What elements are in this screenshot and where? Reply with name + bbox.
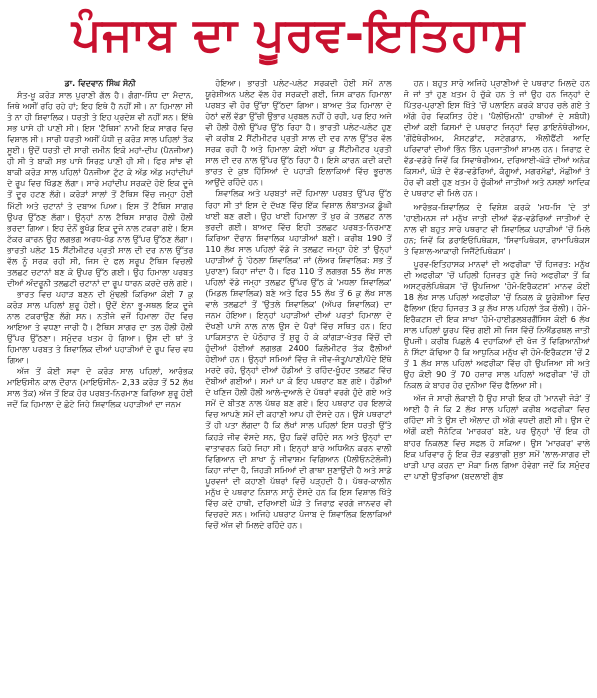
article-columns [7, 78, 590, 692]
paragraph: ਸੰਤ-ਖੂ ਕਰੋੜ ਸਾਲ ਪੁਰਾਣੀ ਗੱਲ ਹੈ। ਗੰਗਾ-ਸਿੰਧ ਦਾ ਮੈਦਾਨ, ਜਿਥੇ ਅਸੀਂ ਰਹਿ ਰਹੇ ਹਾਂ; ਇਹ ਇਥੇ ਹੈ ਨਹੀਂ ਸੀ। ਨਾ ਹਿਮਾਲਾ ਸੀ ਤੇ ਨਾ ਹੀ ਸ਼ਿਵਾਲਿਕ। ਧਰਤੀ ਤੇ ਇਹ ਪ੍ਰਦੇਸ਼ ਵੀ ਨਹੀਂ ਸਨ। ਇੱਥੇ ਸਭ ਪਾਸੇ ਹੀ ਪਾਣੀ ਸੀ। ਇਸ 'ਟੈਥਿਸ' ਨਾਮੀ ਇਕ ਸਾਗਰ ਵਿਚ ਵਿਸ਼ਾਲ ਸੀ। ਸਾਰੀ ਧਰਤੀ ਅਸੀਂ ਪੰਧੀ ਜੁ ਕਰੋੜ ਸਾਲ ਪਹਿਲਾਂ ਤੱਕ ਸੂਈ। ਉਦੋਂ ਧਰਤੀ ਦੀ ਸਾਰੀ ਜ਼ਮੀਨ ਇਕੋ ਮਹਾਂ-ਦੀਪ (ਪੈਨਜੀਆ) ਹੀ ਸੀ ਤੇ ਬਾਕੀ ਸਭ ਪਾਸੇ ਸਿਰਫ਼ ਪਾਣੀ ਹੀ ਸੀ। ਫਿਰ ਸਾਂਝ ਵੀ ਬਾਕੀ ਕਰੋੜ ਸਾਲ ਪਹਿਲਾਂ ਪੈਨਜੀਆ ਟੁੱਟ ਕੇ ਅੱਡ ਅੱਡ ਮਹਾਂਦੀਪਾਂ ਦੇ ਰੂਪ ਵਿਚ ਖਿੰਡਣ ਲੱਗਾ। ਸਾਰੇ ਮਹਾਂਦੀਪ ਸਰਕਦੇ ਹੋਏ ਇਕ ਦੂਜੇ ਤੋਂ ਦੂਰ ਹਟਣ ਲੱਗੇ। ਕਰੋੜਾਂ ਸਾਲਾਂ ਤੋਂ ਟੈਥਿਸ ਵਿੱਚ ਜਮ੍ਹਾ ਹੋਈ ਮਿੱਟੀ ਅਤੇ ਚਟਾਨਾਂ ਤੇ ਦਬਾਅ ਪਿਆ। ਇਸ ਤੋਂ ਟੈਥਿਸ ਸਾਗਰ ਉਪਰ ਉੱਠਣ ਲੱਗਾ। ਉਨ੍ਹਾਂ ਨਾਲ ਟੈਥਿਸ ਸਾਗਰ ਹੌਲੀ ਹੌਲੀ ਭਰਦਾ ਗਿਆ। ਇਹ ਦੋਨੋਂ ਭੂਖੰਡ ਇਕ ਦੂਜੇ ਨਾਲ ਟਕਰਾ ਗਏ। ਇਸ ਟੱਕਰ ਕਾਰਨ ਉਹ ਲਗਭਗ ਅਰਧ-ਖੰਡ ਨਾਲ ਉੱਪਰ ਉੱਠਣ ਲੱਗਾ। ਭਾਰਤੀ ਪਲੇਟ 15 ਸੈਂਟੀਮੀਟਰ ਪ੍ਰਤੀ ਸਾਲ ਦੀ ਦਰ ਨਾਲ ਉੱਤਰ ਵੱਲ ਨੂੰ ਸਰਕ ਰਹੀ ਸੀ, ਜਿਸ ਦੇ ਫਲ ਸਰੂਪ ਟੈਥਿਸ ਵਿਚਲੀ ਤਲਛਟ ਚਟਾਨਾਂ ਬਣ ਕੇ ਉਪਰ ਉੱਠ ਗਈ। ਉਹ ਹਿਮਾਲਾ ਪਰਬਤ ਦੀਆਂ ਅੰਦਰੂਨੀ ਤਲਛਟੀ ਚਟਾਨਾਂ ਦਾ ਰੂਪ ਧਾਰਨ ਕਰਦੇ ਚਲੇ ਗਏ। [7, 91, 194, 288]
paragraph: ਅੱਜ ਜੋ ਸਾਰੀ ਲੋਕਾਈ ਹੈ ਉਹ ਸਾਰੀ ਇਕ ਹੀ 'ਮਾਨਵੀ ਜੋੜੇ' ਤੋਂ ਆਈ ਹੈ ਜੋ ਕਿ 2 ਲੱਖ ਸਾਲ ਪਹਿਲਾਂ ਕਰੀਬ ਅਫਰੀਕਾ ਵਿਚ ਰਹਿੰਦਾ ਸੀ ਤੇ ਉਸ ਦੀ ਔਲਾਦ ਹੀ ਅੱਗੇ ਵਧਦੀ ਗਈ ਸੀ। ਉਸ ਦੇ ਅੱਗੋਂ ਕਈ ਜੈਨੇਟਿਕ 'ਮਾਰਕਰ' ਬਣੇ, ਪਰ ਉਨ੍ਹਾਂ 'ਚੋਂ ਇਕ ਹੀ ਬਾਹਰ ਨਿਕਲਣ ਵਿਚ ਸਫਲ ਹੋ ਸਕਿਆ। ਉਸ 'ਮਾਰਕਰ' ਵਾਲੇ ਇਕ ਪਰਿਵਾਰ ਨੂੰ ਇਕ ਚੌੜ ਵਡਭਾਗੀ ਸੁਭਾ ਸਮੇਂ 'ਲਾਲ-ਸਾਗਰ ਦੀ ਖਾੜੀ ਪਾਰ ਕਰਨ ਦਾ ਮੌਕਾ ਮਿਲ ਗਿਆ ਹੋਵੇਗਾ ਜਦੋਂ ਕਿ ਸਮੁੰਦਰ ਦਾ ਪਾਣੀ ਉਤਰਿਆ (ਬਦਲਾਈ ਗੁੰਝ [403, 394, 590, 481]
column-left [7, 78, 193, 692]
paragraph: ਆਰੰਭਕ-ਸ਼ਿਵਾਲਿਕ ਦੇ ਵਿਸ਼ੇਸ਼ ਕਰਕੇ 'ਮਧ-ਸਿ 'ਦੇ ਤਾਂ 'ਹਾਈਮਨਸ ਜਾਂ ਮਨੁੱਖ ਜਾਤੀ ਦੀਆਂ ਵੱਡ-ਵਡੇਰਿਆਂ ਜਾਤੀਆਂ ਦੇ ਨਾਲ ਵੀ ਬਹੁਤ ਸਾਰੇ ਪਥਰਾਟ ਵੀ ਸ਼ਿਵਾਲਿਕ ਪਹਾੜੀਆਂ 'ਚੋਂ ਮਿਲੇ ਹਨ; ਜਿਵੇਂ ਕਿ ਡਰਾਇਓਪਿਥੇਕਸ, 'ਸਿਵਾਪਿਥੇਕਸ, ਰਾਮਾਪਿਥੇਕਸ ਤੇ ਵਿਸ਼ਾਲ-ਆਕਾਰੀ ਜਿਜੈਂਟੋਪਿਥੇਕਸ'। [403, 202, 590, 256]
paragraph: ਹੋਇਆ। ਭਾਰਤੀ ਪਲੇਟ-ਪਲੇਟ ਸਰਕਦੀ ਹੋਈ ਸਮੇਂ ਨਾਲ ਯੂਰੇਸ਼ੀਅਨ ਪਲੇਟ ਵੱਲ ਹੋਰ ਸਰਕਦੀ ਗਈ, ਜਿਸ ਕਾਰਨ ਹਿਮਾਲਾ ਪਰਬਤ ਵੀ ਹੋਰ ਉੱਚਾ ਉੱਠਦਾ ਗਿਆ। ਬਾਅਦ ਤੱਕ ਹਿਮਾਲਾ ਦੇ ਹੇਠਾਂ ਵਲੋਂ ਵੱਡਾ ਉੱਚੀ ਉਭਾਰ ਪ੍ਰਬਲ ਨਹੀਂ ਹੋ ਰਹੀ, ਪਰ ਇਹ ਅਜੇ ਵੀ ਹੌਲੀ ਹੌਲੀ ਉੱਪਰ ਉੱਠ ਰਿਹਾ ਹੈ। ਭਾਰਤੀ ਪਲੇਟ-ਪਲੇਟ ਹੁਣ ਵੀ ਕਰੀਬ 2 ਸੈਂਟੀਮੀਟਰ ਪ੍ਰਤੀ ਸਾਲ ਦੀ ਦਰ ਨਾਲ ਉੱਤਰ ਵੱਲ ਸਰਕ ਰਹੀ ਹੈ ਅਤੇ ਹਿਮਾਲਾ ਕੋਈ ਅੱਧਾ ਕੁ ਸੈਂਟੀਮੀਟਰ ਪ੍ਰਤੀ ਸਾਲ ਦੀ ਦਰ ਨਾਲ ਉੱਪਰ ਉੱਠ ਰਿਹਾ ਹੈ। ਇਸੇ ਕਾਰਨ ਕਦੀ ਕਦੀ ਭਾਰਤ ਦੇ ਕੁਝ ਹਿੱਸਿਆਂ ਦੇ ਪਹਾੜੀ ਇਲਾਕਿਆਂ ਵਿੱਚ ਭੂਚਾਲ ਆਉਂਦੇ ਰਹਿੰਦੇ ਹਨ। [205, 79, 392, 188]
paragraph: ਅੱਜ ਤੋਂ ਕੋਈ ਸਵਾ ਦੋ ਕਰੋੜ ਸਾਲ ਪਹਿਲਾਂ, ਆਰੰਭਕ ਮਾਇਓਸੀਨ ਕਾਲ ਦੌਰਾਨ (ਮਾਇਓਸੀਨ- 2,33 ਕਰੋੜ ਤੋਂ 52 ਲੱਖ ਸਾਲ ਤੱਕ) ਅੱਜ ਤੋਂ ਇਕ ਹੋਰ ਪਰਬਤ-ਨਿਰਮਾਣ ਕਿਰਿਆ ਸ਼ੁਰੂ ਹੋਈ ਜਦੋਂ ਕਿ ਹਿਮਾਲਾ ਦੇ ਛੋਟੇ ਜਿਹੇ ਸ਼ਿਵਾਲਿਕ ਪਹਾੜੀਆਂ ਦਾ ਜਨਮ [7, 367, 194, 410]
column-middle [205, 78, 391, 692]
byline: ਡਾ. ਵਿਦਵਾਨ ਸਿੰਘ ਸੋਨੀ [64, 79, 136, 88]
paragraph: ਪੂਰਵ-ਇਤਿਹਾਸਕ ਮਾਨਵਾਂ ਦੀ ਅਫਰੀਕਾ 'ਚੋਂ ਹਿਜਰਤ: ਮਨੁੱਖ ਦੀ ਅਫਰੀਕਾ 'ਚੋਂ ਪਹਿਲੀ ਹਿਜਰਤ ਹੁਣੇ ਜਿਹੇ ਅਫਰੀਕਾ ਤੋਂ ਕਿ ਅਸਟ੍ਰਲੋਪਿਥੇਕਸ 'ਚੋਂ ਉਪਜਿਆ 'ਹੋਮੋ-ਇਰੈਕਟਸ' ਮਾਨਵ ਕੋਈ 18 ਲੱਖ ਸਾਲ ਪਹਿਲਾਂ ਅਫਰੀਕਾ 'ਚੋਂ ਨਿਕਲ ਕੇ ਯੂਰੇਸ਼ੀਆ ਵਿਚ ਫੈਲਿਆ (ਇਹ ਹਿਜਰਤ 3 ਕੁ ਲੱਖ ਸਾਲ ਪਹਿਲਾਂ ਤੱਕ ਚੱਲੀ)। ਹੋਮੋ-ਇਰੈਕਟਸ ਦੀ ਇਕ ਸ਼ਾਖਾ 'ਹੋਮੋ-ਹਾਈਡਲਬਰਗੈਂਸਿਸ ਕੋਈ 6 ਲੱਖ ਸਾਲ ਪਹਿਲਾਂ ਯੂਰਪ ਵਿੱਚ ਗਈ ਸੀ ਜਿਸ ਵਿੱਚੋਂ ਨਿਐਂਡਰਥਲ ਜਾਤੀ ਉਪਜੀ। ਕਰੀਬ ਪਿਛਲੇ 4 ਦਹਾਕਿਆਂ ਦੀ ਖੋਜ ਤੋਂ ਵਿਗਿਆਨੀਆਂ ਨੇ ਸਿੱਟਾ ਕੱਢਿਆ ਹੈ ਕਿ ਆਧੁਨਿਕ ਮਨੁੱਖ ਵੀ ਹੋਮੋ-ਇਰੈਕਟਸ 'ਚੋਂ 2 ਤੋਂ 1 ਲੱਖ ਸਾਲ ਪਹਿਲਾਂ ਅਫਰੀਕਾ ਵਿੱਚ ਹੀ ਉਪਜਿਆ ਸੀ ਅਤੇ ਉਹ ਕੋਈ 90 ਤੋਂ 70 ਹਜ਼ਾਰ ਸਾਲ ਪਹਿਲਾਂ ਅਫਰੀਕਾ 'ਚੋਂ ਹੀ ਨਿਕਲ ਕੇ ਬਾਹਰ ਹੋਰ ਦੁਨੀਆ ਵਿੱਚ ਫੈਲਿਆ ਸੀ। [403, 259, 590, 391]
paragraph: ਹਨ। ਬਹੁਤ ਸਾਰੇ ਅਜਿਹੇ ਪ੍ਰਾਣੀਆਂ ਦੇ ਪਥਰਾਟ ਮਿਲਦੇ ਹਨ ਜੋ ਜਾਂ ਤਾਂ ਹੁਣ ਖ਼ਤਮ ਹੋ ਚੁੱਕੇ ਹਨ ਤੇ ਜਾਂ ਉਹ ਹਨ ਜਿਨ੍ਹਾਂ ਦੇ ਪਿੱਤਰ-ਪ੍ਰਾਣੀ ਇਸ ਖ਼ਿੱਤੇ 'ਚੋਂ ਪਲਾਇਨ ਕਰਕੇ ਬਾਹਰ ਚਲੇ ਗਏ ਤੇ ਅੱਗੇ ਹੋਰ ਵਿਕਸਿਤ ਹੋਏ। 'ਪੈਲੀਓਮਨੀ' ਹਾਥੀਆਂ ਦੇ ਸਬੰਧੀ) ਦੀਆਂ ਕਈ ਕਿਸਮਾਂ ਦੇ ਪਥਰਾਟ ਜਿਨ੍ਹਾਂ ਵਿਚ ਡਾਇਨੋਥੇਰੀਅਮ, 'ਗੋਂਫੋਥੇਰੀਅਮ, ਮੈਸਟਡਾਂਟ, ਸਟੇਗਡਾਨ, ਐਲੀਫੈਂਟੀ ਆਦਿ ਪਰਿਵਾਰਾਂ ਦੀਆਂ ਭਿੰਨ ਭਿੰਨ ਪ੍ਰਜਾਤੀਆਂ ਸ਼ਾਮਲ ਹਨ। ਜਿਰਾਫ਼ ਦੇ ਵੱਡ-ਵਡੇਰੇ ਜਿਵੇਂ ਕਿ ਸਿਵਾਥੇਰੀਅਮ, ਦਰਿਆਈ-ਘੋੜੇ ਦੀਆਂ ਅਨੇਕ ਕਿਸਮਾਂ, ਘੋੜੇ ਦੇ ਵੱਡ-ਵਡੇਰਿਆਂ, ਕੰਗੂਆਂ, ਮਗਰਮੱਛਾਂ, ਮੱਛੀਆਂ ਤੇ ਹੋਰ ਵੀ ਕਈ ਹੁਣ ਖ਼ਤਮ ਹੋ ਚੁੱਕੀਆਂ ਜਾਤੀਆਂ ਅਤੇ ਨਸਲਾਂ ਆਦਿਕ ਦੇ ਪਥਰਾਟ ਵੀ ਮਿਲੇ ਹਨ। [403, 79, 590, 199]
paragraph: ਭਾਰਤ ਵਿਚ ਪਹਾੜ ਬਣਨ ਦੀ ਮੁੱਢਲੀ ਕਿਰਿਆ ਕੋਈ 7 ਕੁ ਕਰੋੜ ਸਾਲ ਪਹਿਲਾਂ ਸ਼ੁਰੂ ਹੋਈ। ਉਦੋਂ ਏਨਾ ਭੂ-ਸਥਲ ਇਕ ਦੂਜੇ ਨਾਲ ਟਕਰਾਉਣ ਲੱਗੇ ਸਨ। ਨਤੀਜੇ ਵਜੋਂ ਹਿਮਾਲਾ ਹੋਂਦ ਵਿਚ ਆਇਆ ਤੇ ਵਧਣਾ ਜਾਰੀ ਹੈ। ਟੈਥਿਸ ਸਾਗਰ ਦਾ ਤਲ ਹੌਲੀ ਹੌਲੀ ਉੱਪਰ ਉੱਠਣਾ। ਸਮੁੰਦਰ ਖਤਮ ਹੋ ਗਿਆ। ਉਸ ਦੀ ਥਾਂ ਤੇ ਹਿਮਾਲਾ ਪਰਬਤ ਤੇ ਸ਼ਿਵਾਲਿਕ ਦੀਆਂ ਪਹਾੜੀਆਂ ਦੇ ਰੂਪ ਵਿਚ ਵਧ ਗਿਆ। [7, 289, 194, 366]
column-right [404, 78, 590, 692]
paragraph: ਸ਼ਿਵਾਲਿਕ ਅਤੇ ਪਰਬਤਾਂ ਜਦੋਂ ਹਿਮਾਲਾ ਪਰਬਤ ਉੱਪਰ ਉੱਠ ਰਿਹਾ ਸੀ ਤਾਂ ਇਸ ਦੇ ਦੱਖਣ ਵਿੱਚ ਇੱਕ ਵਿਸ਼ਾਲ ਲੰਬਾਤਮਕ ਡੂੰਘੀ ਖਾਈ ਬਣ ਗਈ। ਉਹ ਖਾਈ ਹਿਮਾਲਾ ਤੋਂ ਖੁਰ ਕੇ ਤਲਛਟ ਨਾਲ ਭਰਦੀ ਗਈ। ਬਾਅਦ ਵਿੱਚ ਇਹੀ ਤਲਛਟ ਪਰਬਤ-ਨਿਰਮਾਣ ਕਿਰਿਆ ਦੌਰਾਨ ਸ਼ਿਵਾਲਿਕ ਪਹਾੜੀਆਂ ਬਣੀ। ਕਰੀਬ 190 ਤੋਂ 110 ਲੱਖ ਸਾਲ ਪਹਿਲਾਂ ਵੱਡੇ ਜੇ ਤਲਛਟ ਜਮ੍ਹਾ ਹੋਏ ਤਾਂ ਉਨ੍ਹਾਂ ਪਹਾੜੀਆਂ ਨੂੰ 'ਹੇਠਲਾ ਸ਼ਿਵਾਲਿਕ' ਜਾਂ (ਲੋਅਰ ਸ਼ਿਵਾਲਿਕ: ਸਭ ਤੋਂ ਪੁਰਾਣਾ) ਕਿਹਾ ਜਾਂਦਾ ਹੈ। ਫਿਰ 110 ਤੋਂ ਲਗਭਗ 55 ਲੱਖ ਸਾਲ ਪਹਿਲਾਂ ਵੱਡੇ ਜਮ੍ਹਾ ਤਲਛਟ ਉੱਪਰ ਉੱਠ ਕੇ 'ਮਧਲਾ ਸ਼ਿਵਾਲਿਕ' (ਮਿਡਲ ਸ਼ਿਵਾਲਿਕ) ਬਣੇ ਅਤੇ ਫਿਰ 55 ਲੱਖ ਤੋਂ 6 ਕੁ ਲੱਖ ਸਾਲ ਵਾਲੇ ਤਲਛਟਾਂ ਤੋਂ 'ਉਤਲੇ ਸ਼ਿਵਾਲਿਕ' (ਅੱਪਰ ਸ਼ਿਵਾਲਿਕ) ਦਾ ਜਨਮ ਹੋਇਆ। ਇਨ੍ਹਾਂ ਪਹਾੜੀਆਂ ਦੀਆਂ ਪਰਤਾਂ ਹਿਮਾਲਾ ਦੇ ਦੱਖਣੀ ਪਾਸੇ ਨਾਲ ਨਾਲ ਉਸ ਦੇ ਪੈਰਾਂ ਵਿੱਚ ਸਥਿਤ ਹਨ। ਇਹ ਪਾਕਿਸਤਾਨ ਦੇ ਪੋਠੋਹਾਰ ਤੋਂ ਸ਼ੁਰੂ ਹੋ ਕੇ ਕਾਂਗੜਾ-ਖੇਤਰ ਵਿੱਚੋਂ ਦੀ ਹੁੰਦੀਆਂ ਹੋਈਆਂ ਲਗਭਗ 2400 ਕਿਲੋਮੀਟਰ ਤੱਕ ਫੈਲੀਆਂ ਹੋਈਆਂ ਹਨ। ਉਨ੍ਹਾਂ ਸਮਿਆਂ ਵਿੱਚ ਜੋ ਜੀਵ-ਜੰਤੂ/ਪਾਣੀ/ਪੌਦੇ ਇੱਥੇ ਮਰਦੇ ਰਹੇ, ਉਨ੍ਹਾਂ ਦੀਆਂ ਹੱਡੀਆਂ ਤੇ ਰਹਿੰਦ-ਖੂੰਹਦ ਤਲਛਟ ਵਿੱਚ ਦੱਬੀਆਂ ਗਈਆਂ। ਸਮਾਂ ਪਾ ਕੇ ਇਹ ਪਥਰਾਟ ਬਣ ਗਏ। ਹੱਡੀਆਂ ਦੇ ਖਣਿਜ ਹੌਲੀ ਹੌਲੀ ਆਲੇ-ਦੁਆਲੇ ਦੇ ਪੱਥਰਾਂ ਵਰਗੇ ਹੁੰਦੇ ਗਏ ਅਤੇ ਸਮੇਂ ਦੇ ਬੀਤਣ ਨਾਲ ਪੱਥਰ ਬਣ ਗਏ। ਇਹ ਪਥਰਾਟ ਹਰ ਇਲਾਕੇ ਵਿਚ ਆਪਣੇ ਸਮੇਂ ਦੀ ਕਹਾਣੀ ਆਪ ਹੀ ਦੱਸਦੇ ਹਨ। ਉਸੇ ਪਥਰਾਟਾਂ ਤੋਂ ਹੀ ਪਤਾ ਲੱਗਦਾ ਹੈ ਕਿ ਲੱਖਾਂ ਸਾਲ ਪਹਿਲਾਂ ਇਸ ਧਰਤੀ ਉੱਤੇ ਕਿਹੜੇ ਜੀਵ ਵੱਸਦੇ ਸਨ, ਉਹ ਕਿਵੇਂ ਰਹਿੰਦੇ ਸਨ ਅਤੇ ਉਨ੍ਹਾਂ ਦਾ ਵਾਤਾਵਰਨ ਕਿਹੋ ਜਿਹਾ ਸੀ। ਇਨ੍ਹਾਂ ਬਾਰੇ ਅਧਿਐਨ ਕਰਨ ਵਾਲੀ ਵਿਗਿਆਨ ਦੀ ਸ਼ਾਖਾ ਨੂੰ ਜੀਵਾਸ਼ਮ ਵਿਗਿਆਨ (ਪੈਲੀਓਨਟੋਲੋਜੀ) ਕਿਹਾ ਜਾਂਦਾ ਹੈ, ਜਿਹੜੀ ਸਮਿਆਂ ਦੀ ਗਾਥਾ ਸੁਣਾਉਂਦੀ ਹੈ ਅਤੇ ਸਾਡੇ ਪੂਰਵਜਾਂ ਦੀ ਕਹਾਣੀ ਪੱਥਰਾਂ ਵਿਚੋਂ ਪੜ੍ਹਦੀ ਹੈ। ਪੱਥਰ-ਕਾਲੀਨ ਮਨੁੱਖ ਦੇ ਪਥਰਾਟ ਨਿਸ਼ਾਨ ਸਾਨੂੰ ਦੱਸਦੇ ਹਨ ਕਿ ਇਸ ਵਿਸ਼ਾਲ ਖਿੱਤੇ ਵਿੱਚ ਕਦੇ ਹਾਥੀ, ਦਰਿਆਈ ਘੋੜੇ ਤੇ ਜਿਰਾਫ਼ ਵਰਗੇ ਜਾਨਵਰ ਵੀ ਵਿਚਰਦੇ ਸਨ। ਅਜਿਹੇ ਪਥਰਾਟ ਪੰਜਾਬ ਦੇ ਸ਼ਿਵਾਲਿਕ ਇਲਾਕਿਆਂ ਵਿਚੋਂ ਅੱਜ ਵੀ ਮਿਲਦੇ ਰਹਿੰਦੇ ਹਨ। [205, 189, 392, 530]
headline: ਪੰਜਾਬ ਦਾ ਪੂਰਵ-ਇਤਿਹਾਸ [71, 7, 526, 61]
